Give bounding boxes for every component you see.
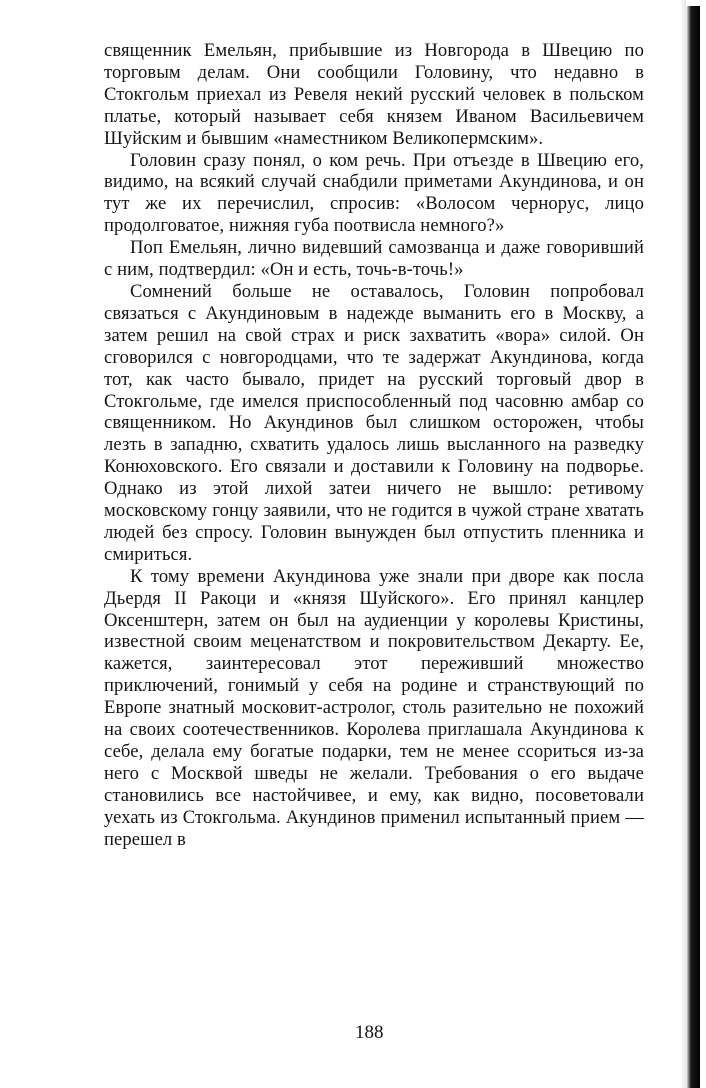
page-body: [104, 40, 644, 851]
paragraph: Сомнений больше не оставалось, Головин попробовал связаться с Акундиновым в надежде выманить его в Москву, а затем решил на свой страх и риск захватить «вора» силой. Он сговорился с новгородцами, что те задержат Акундинова, когда тот, как часто бывало, придет на русский торговый двор в Стокгольме, где имелся приспособленный под часовню амбар со священником. Но Акундинов был слишком осторожен, чтобы лезть в западню, схватить удалось лишь высланного на разведку Конюховского. Его связали и доставили к Головину на подворье. Однако из этой лихой затеи ничего не вышло: ретивому московскому гонцу заявили, что не годится в чужой стране хватать людей без спросу. Головин вынужден был отпустить пленника и смириться.: [104, 280, 644, 565]
paragraph: К тому времени Акундинова уже знали при дворе как посла Дьердя II Ракоци и «князя Шуйского». Его принял канцлер Оксенштерн, затем он был на аудиенции у королевы Кристины, известной своим меценатством и покровительством Декарту. Ее, кажется, заинтересовал этот переживший множество приключений, гонимый у себя на родине и странствующий по Европе знатный московит-астролог, столь разительно не похожий на своих соотечественников. Королева приглашала Акундинова к себе, делала ему богатые подарки, тем не менее ссориться из-за него с Москвой шведы не желали. Требования о его выдаче становились все настойчивее, и ему, как видно, посоветовали уехать из Стокгольма. Акундинов применил испытанный прием — перешел в: [104, 565, 644, 850]
paragraph: Головин сразу понял, о ком речь. При отъезде в Швецию его, видимо, на всякий случай снабдили приметами Акундинова, и он тут же их перечислил, спросив: «Волосом чернорус, лицо продолговатое, нижняя губа поотвисла немного?»: [104, 149, 644, 237]
paragraph: Поп Емельян, лично видевший самозванца и даже говоривший с ним, подтвердил: «Он и есть, точь-в-точь!»: [104, 237, 644, 281]
paragraph: священник Емельян, прибывшие из Новгорода в Швецию по торговым делам. Они сообщили Головину, что недавно в Стокгольм приехал из Ревеля некий русский человек в польском платье, который называет себя князем Иваном Васильевичем Шуйским и бывшим «наместником Великопермским».: [104, 40, 644, 149]
page-number: 188: [355, 1022, 384, 1043]
book-binding-edge: [686, 6, 700, 1088]
